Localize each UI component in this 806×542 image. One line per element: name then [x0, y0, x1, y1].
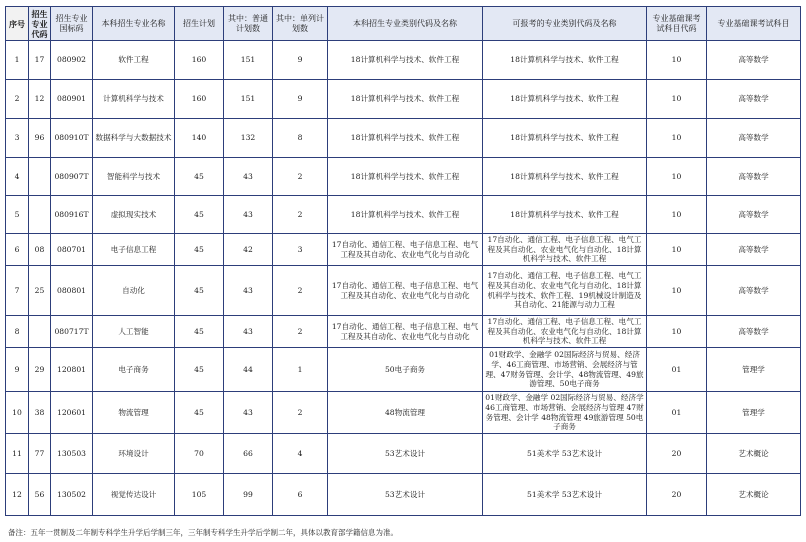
gb-code: 080801 — [51, 266, 93, 316]
single-plan-count: 2 — [273, 266, 328, 316]
table-row — [6, 392, 801, 434]
major-name: 电子商务 — [93, 348, 175, 392]
row-number: 11 — [6, 434, 29, 474]
normal-plan-count: 151 — [224, 41, 273, 80]
category-text: 17自动化、通信工程、电子信息工程、电气工程及其自动化、农业电气化与自动化 — [328, 316, 483, 348]
gb-code: 080901 — [51, 80, 93, 119]
normal-plan-count: 132 — [224, 119, 273, 158]
gb-code: 120801 — [51, 348, 93, 392]
row-number: 6 — [6, 234, 29, 266]
header-single-plan: 其中：单列计划数 — [273, 7, 328, 41]
single-plan-count: 1 — [273, 348, 328, 392]
single-plan-count: 2 — [273, 392, 328, 434]
single-plan-count: 4 — [273, 434, 328, 474]
major-code: 17 — [29, 41, 51, 80]
footnote: 备注：五年一贯制及二年制专科学生升学后学制三年，三年制专科学生升学后学制二年，具体以教育部学籍信息为准。 — [8, 528, 398, 537]
gb-code: 120601 — [51, 392, 93, 434]
major-code: 56 — [29, 474, 51, 516]
header-subject: 专业基础课考试科目 — [707, 7, 801, 41]
normal-plan-count: 44 — [224, 348, 273, 392]
major-code: 38 — [29, 392, 51, 434]
subject-code: 10 — [647, 196, 707, 234]
allowed-categories-text: 01财政学、金融学 02国际经济与贸易、经济学、46工商管理、市场营销、会展经济与管理、47财务管理、会计学、48物流管理、49旅游管理、50电子商务 — [483, 348, 647, 392]
gb-code: 080701 — [51, 234, 93, 266]
subject-name: 管理学 — [707, 392, 801, 434]
table-row — [6, 434, 801, 474]
major-name: 智能科学与技术 — [93, 158, 175, 196]
plan-count: 45 — [175, 266, 224, 316]
subject-code: 01 — [647, 348, 707, 392]
subject-code: 10 — [647, 158, 707, 196]
allowed-categories-text: 18计算机科学与技术、软件工程 — [483, 119, 647, 158]
plan-count: 105 — [175, 474, 224, 516]
category-text: 18计算机科学与技术、软件工程 — [328, 80, 483, 119]
row-number: 5 — [6, 196, 29, 234]
gb-code: 080910T — [51, 119, 93, 158]
category-text: 53艺术设计 — [328, 434, 483, 474]
category-text: 18计算机科学与技术、软件工程 — [328, 119, 483, 158]
subject-code: 10 — [647, 119, 707, 158]
major-name: 软件工程 — [93, 41, 175, 80]
gb-code: 080907T — [51, 158, 93, 196]
major-code — [29, 316, 51, 348]
subject-name: 高等数学 — [707, 196, 801, 234]
category-text: 50电子商务 — [328, 348, 483, 392]
header-plan: 招生计划 — [175, 7, 224, 41]
normal-plan-count: 43 — [224, 316, 273, 348]
allowed-categories-text: 17自动化、通信工程、电子信息工程、电气工程及其自动化、农业电气化与自动化、18计算机科学与技术、软件工程 — [483, 234, 647, 266]
subject-code: 10 — [647, 234, 707, 266]
allowed-categories-text: 17自动化、通信工程、电子信息工程、电气工程及其自动化、农业电气化与自动化、18计算机科学与技术、软件工程、19机械设计制造及其自动化、21能源与动力工程 — [483, 266, 647, 316]
normal-plan-count: 43 — [224, 392, 273, 434]
allowed-categories-text: 01财政学、金融学 02国际经济与贸易、经济学 46工商管理、市场营销、会展经济与管理 47财务管理、会计学 48物流管理 49旅游管理 50电子商务 — [483, 392, 647, 434]
plan-count: 45 — [175, 348, 224, 392]
row-number: 4 — [6, 158, 29, 196]
table-row — [6, 234, 801, 266]
normal-plan-count: 43 — [224, 266, 273, 316]
subject-name: 高等数学 — [707, 41, 801, 80]
major-code: 12 — [29, 80, 51, 119]
plan-count: 140 — [175, 119, 224, 158]
category-text: 53艺术设计 — [328, 474, 483, 516]
plan-count: 45 — [175, 158, 224, 196]
plan-count: 70 — [175, 434, 224, 474]
plan-count: 45 — [175, 234, 224, 266]
normal-plan-count: 151 — [224, 80, 273, 119]
subject-name: 高等数学 — [707, 80, 801, 119]
gb-code: 080916T — [51, 196, 93, 234]
header-gb-code: 招生专业国标码 — [51, 7, 93, 41]
table-row — [6, 316, 801, 348]
table-row — [6, 348, 801, 392]
major-name: 环境设计 — [93, 434, 175, 474]
gb-code: 130502 — [51, 474, 93, 516]
major-name: 电子信息工程 — [93, 234, 175, 266]
gb-code: 130503 — [51, 434, 93, 474]
single-plan-count: 9 — [273, 80, 328, 119]
table-row — [6, 266, 801, 316]
category-text: 18计算机科学与技术、软件工程 — [328, 158, 483, 196]
plan-count: 45 — [175, 392, 224, 434]
gb-code: 080717T — [51, 316, 93, 348]
header-normal-plan: 其中：普通计划数 — [224, 7, 273, 41]
single-plan-count: 9 — [273, 41, 328, 80]
single-plan-count: 2 — [273, 158, 328, 196]
admissions-table — [5, 6, 801, 516]
table-row — [6, 196, 801, 234]
row-number: 1 — [6, 41, 29, 80]
header-major-name: 本科招生专业名称 — [93, 7, 175, 41]
table-row — [6, 474, 801, 516]
gb-code: 080902 — [51, 41, 93, 80]
subject-name: 高等数学 — [707, 316, 801, 348]
normal-plan-count: 99 — [224, 474, 273, 516]
subject-code: 20 — [647, 474, 707, 516]
allowed-categories-text: 17自动化、通信工程、电子信息工程、电气工程及其自动化、农业电气化与自动化、18计算机科学与技术、软件工程 — [483, 316, 647, 348]
major-code — [29, 196, 51, 234]
category-text: 18计算机科学与技术、软件工程 — [328, 41, 483, 80]
major-name: 虚拟现实技术 — [93, 196, 175, 234]
subject-code: 10 — [647, 80, 707, 119]
major-code: 08 — [29, 234, 51, 266]
subject-name: 艺术概论 — [707, 474, 801, 516]
major-code: 77 — [29, 434, 51, 474]
major-code: 96 — [29, 119, 51, 158]
header-subject-code: 专业基础课考试科目代码 — [647, 7, 707, 41]
single-plan-count: 2 — [273, 316, 328, 348]
row-number: 12 — [6, 474, 29, 516]
table-row — [6, 158, 801, 196]
category-text: 17自动化、通信工程、电子信息工程、电气工程及其自动化、农业电气化与自动化 — [328, 266, 483, 316]
allowed-categories-text: 51美术学 53艺术设计 — [483, 434, 647, 474]
plan-count: 160 — [175, 80, 224, 119]
major-code — [29, 158, 51, 196]
subject-name: 高等数学 — [707, 234, 801, 266]
category-text: 17自动化、通信工程、电子信息工程、电气工程及其自动化、农业电气化与自动化 — [328, 234, 483, 266]
major-name: 视觉传达设计 — [93, 474, 175, 516]
major-name: 物流管理 — [93, 392, 175, 434]
category-text: 18计算机科学与技术、软件工程 — [328, 196, 483, 234]
subject-name: 艺术概论 — [707, 434, 801, 474]
allowed-categories-text: 18计算机科学与技术、软件工程 — [483, 196, 647, 234]
subject-name: 高等数学 — [707, 119, 801, 158]
subject-code: 01 — [647, 392, 707, 434]
normal-plan-count: 66 — [224, 434, 273, 474]
allowed-categories-text: 18计算机科学与技术、软件工程 — [483, 80, 647, 119]
single-plan-count: 3 — [273, 234, 328, 266]
row-number: 10 — [6, 392, 29, 434]
table-row — [6, 41, 801, 80]
major-name: 计算机科学与技术 — [93, 80, 175, 119]
normal-plan-count: 43 — [224, 158, 273, 196]
single-plan-count: 6 — [273, 474, 328, 516]
major-code: 25 — [29, 266, 51, 316]
subject-name: 高等数学 — [707, 158, 801, 196]
major-code: 29 — [29, 348, 51, 392]
subject-code: 20 — [647, 434, 707, 474]
subject-name: 管理学 — [707, 348, 801, 392]
major-name: 自动化 — [93, 266, 175, 316]
plan-count: 45 — [175, 196, 224, 234]
major-name: 数据科学与大数据技术 — [93, 119, 175, 158]
normal-plan-count: 43 — [224, 196, 273, 234]
header-allowed-categories: 可报考的专业类别代码及名称 — [483, 7, 647, 41]
single-plan-count: 8 — [273, 119, 328, 158]
header-code: 招生专业代码 — [29, 7, 51, 41]
allowed-categories-text: 18计算机科学与技术、软件工程 — [483, 41, 647, 80]
plan-count: 160 — [175, 41, 224, 80]
allowed-categories-text: 51美术学 53艺术设计 — [483, 474, 647, 516]
normal-plan-count: 42 — [224, 234, 273, 266]
subject-code: 10 — [647, 316, 707, 348]
table-header-row — [6, 7, 801, 41]
table-row — [6, 80, 801, 119]
major-name: 人工智能 — [93, 316, 175, 348]
subject-name: 高等数学 — [707, 266, 801, 316]
header-no: 序号 — [6, 7, 29, 41]
row-number: 3 — [6, 119, 29, 158]
plan-count: 45 — [175, 316, 224, 348]
subject-code: 10 — [647, 41, 707, 80]
admissions-table-container — [5, 6, 800, 516]
row-number: 9 — [6, 348, 29, 392]
table-row — [6, 119, 801, 158]
row-number: 2 — [6, 80, 29, 119]
row-number: 8 — [6, 316, 29, 348]
allowed-categories-text: 18计算机科学与技术、软件工程 — [483, 158, 647, 196]
single-plan-count: 2 — [273, 196, 328, 234]
row-number: 7 — [6, 266, 29, 316]
header-category: 本科招生专业类别代码及名称 — [328, 7, 483, 41]
subject-code: 10 — [647, 266, 707, 316]
category-text: 48物流管理 — [328, 392, 483, 434]
